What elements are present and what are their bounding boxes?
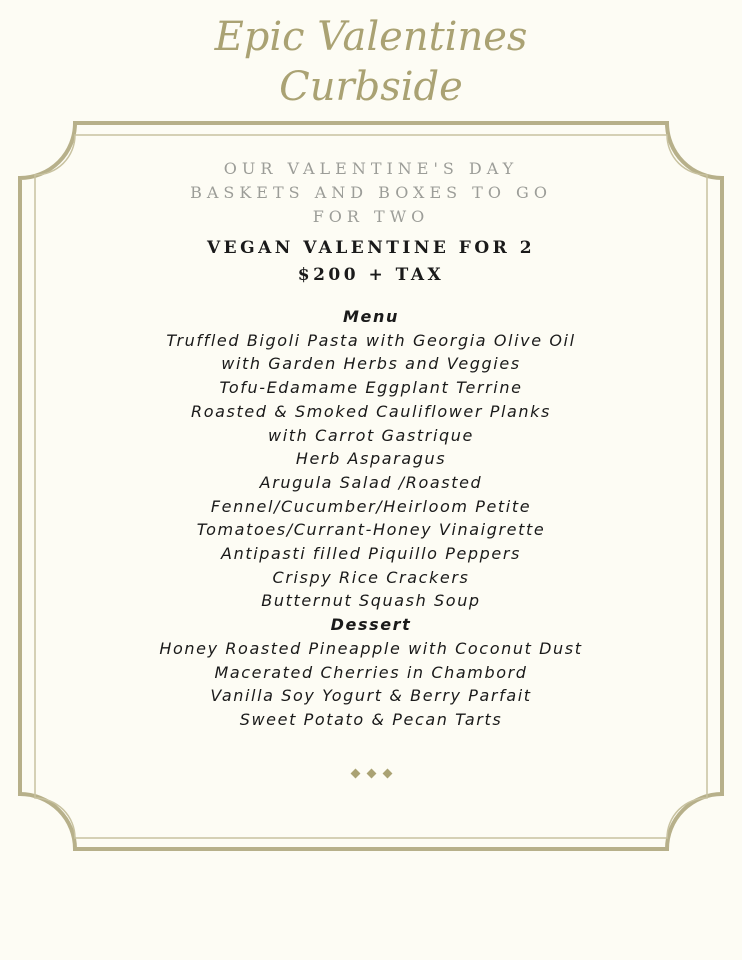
menu-item: Crispy Rice Crackers xyxy=(272,567,470,587)
title-line-2: Curbside xyxy=(279,64,463,110)
menu-item: Fennel/Cucumber/Heirloom Petite xyxy=(210,496,532,516)
dessert-heading: Dessert xyxy=(330,615,412,635)
dessert-item: Macerated Cherries in Chambord xyxy=(214,662,528,682)
title-line-1: Epic Valentines xyxy=(214,14,528,60)
menu-item: with Carrot Gastrique xyxy=(268,425,474,445)
three-diamonds-icon xyxy=(0,764,742,782)
menu-item: Antipasti filled Piquillo Peppers xyxy=(221,544,521,564)
menu-heading: Menu xyxy=(343,307,399,326)
menu-item: with Garden Herbs and Veggies xyxy=(221,354,521,374)
menu-item: Arugula Salad /Roasted xyxy=(259,472,483,492)
menu-item: Tomatoes/Currant-Honey Vinaigrette xyxy=(196,520,546,540)
intro-line-3: FOR TWO xyxy=(312,207,430,226)
menu-list xyxy=(120,305,622,732)
intro-line-1: OUR VALENTINE'S DAY xyxy=(223,159,519,178)
menu-item: Herb Asparagus xyxy=(295,449,447,469)
dessert-item: Vanilla Soy Yogurt & Berry Parfait xyxy=(210,686,532,706)
intro-line-2: BASKETS AND BOXES TO GO xyxy=(190,183,552,202)
diamond-icon xyxy=(366,769,376,779)
menu-item: Butternut Squash Soup xyxy=(261,591,481,611)
package-price: $200 + TAX xyxy=(297,265,445,285)
diamond-icon xyxy=(382,769,392,779)
diamond-icon xyxy=(350,769,360,779)
dessert-item: Sweet Potato & Pecan Tarts xyxy=(239,709,503,729)
menu-item: Tofu-Edamame Eggplant Terrine xyxy=(219,378,523,398)
menu-item: Roasted & Smoked Cauliflower Planks xyxy=(191,401,551,421)
package-name: VEGAN VALENTINE FOR 2 xyxy=(206,238,536,258)
dessert-item: Honey Roasted Pineapple with Coconut Dust xyxy=(159,638,583,658)
menu-item: Truffled Bigoli Pasta with Georgia Olive Oil xyxy=(166,330,576,350)
